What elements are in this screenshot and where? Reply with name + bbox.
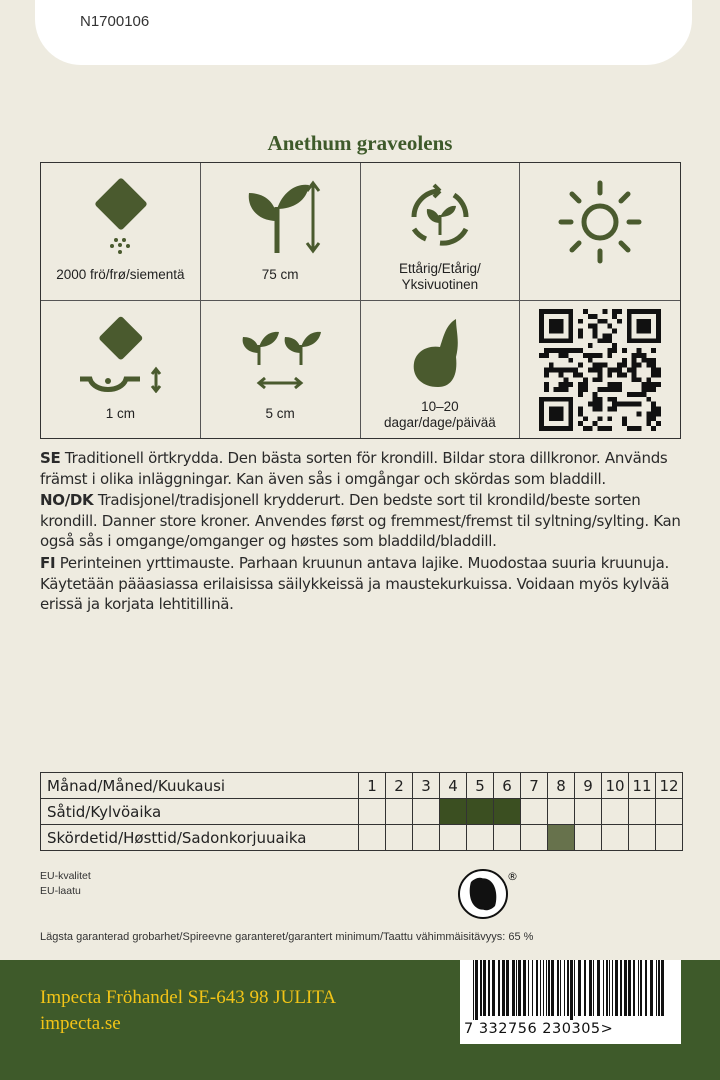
calendar-cell <box>440 825 467 851</box>
harvest-row-label: Skördetid/Høsttid/Sadonkorjuuaika <box>41 825 359 851</box>
calendar-cell <box>413 825 440 851</box>
company-address: Impecta Fröhandel SE-643 98 JULITA <box>40 987 337 1008</box>
top-tab-window <box>35 0 692 65</box>
calendar-header-row <box>41 773 683 799</box>
calendar-cell <box>467 799 494 825</box>
germination-icon <box>400 311 480 391</box>
calendar-cell <box>602 799 629 825</box>
lang-code-no-dk: NO/DK <box>40 491 94 510</box>
calendar-cell <box>656 825 683 851</box>
sun-cell <box>520 163 680 301</box>
height-cell <box>201 163 361 301</box>
germination-label-line1: 10–20 <box>421 398 459 414</box>
height-label: 75 cm <box>261 267 299 282</box>
calendar-cell <box>656 799 683 825</box>
seed-count-cell <box>41 163 201 301</box>
lifecycle-cell <box>361 163 521 301</box>
calendar-cell <box>386 825 413 851</box>
description-no-dk-text: Tradisjonel/tradisjonell krydderurt. Den bedste sort til krondild/beste sorten krondill. Danner store kroner. Anvendes først og fremmest/fremst til syltning/sylting. Kan også sås i omgange/omganger og høstes som bladdild/bladdill. <box>40 491 681 551</box>
description-se <box>40 448 685 489</box>
calendar-cell <box>548 799 575 825</box>
month-3: 3 <box>413 773 440 799</box>
plant-spacing-icon <box>235 323 325 393</box>
month-6: 6 <box>494 773 521 799</box>
annual-cycle-icon <box>400 177 480 257</box>
calendar-cell <box>575 825 602 851</box>
calendar-cell <box>440 799 467 825</box>
seed-packet-icon <box>80 178 160 258</box>
month-4: 4 <box>440 773 467 799</box>
green-dot-recycle-icon <box>457 866 521 922</box>
info-icon-grid <box>40 162 681 439</box>
spacing-label: 5 cm <box>265 405 295 421</box>
barcode-digits: 7 332756 230305 <box>464 1021 601 1037</box>
description-fi-text: Perinteinen yrttimauste. Parhaan kruunun antava lajike. Muodostaa suuria kruunuja. Käytetään pääasiassa erilaisissa säilykkeissä ja maustekurkuissa. Voidaan myös kylvää erissä ja korjata lehtitillinä. <box>40 553 670 614</box>
sowing-calendar-table <box>40 772 683 851</box>
qr-code-icon[interactable] <box>539 309 661 431</box>
sowing-depth-cell <box>41 301 201 439</box>
calendar-cell <box>575 799 602 825</box>
description-se-text: Traditionell örtkrydda. Den bästa sorten för krondill. Bildar stora dillkronor. Används främst i olika inläggningar. Kan även sås i omgångar och skördas som bladdill. <box>40 449 668 488</box>
month-10: 10 <box>602 773 629 799</box>
eu-quality <box>40 869 91 899</box>
calendar-cell <box>521 799 548 825</box>
calendar-cell <box>494 825 521 851</box>
month-8: 8 <box>548 773 575 799</box>
product-code: N1700106 <box>80 13 150 30</box>
description-fi <box>40 553 685 615</box>
month-11: 11 <box>629 773 656 799</box>
germination-guarantee: Lägsta garanterad grobarhet/Spireevne garanteret/garantert minimum/Taattu vähimmäisitävyys: 65 % <box>40 931 534 943</box>
plant-height-icon <box>235 177 325 257</box>
qr-cell <box>520 301 680 439</box>
eu-quality-fi: EU-laatu <box>40 885 81 897</box>
month-2: 2 <box>386 773 413 799</box>
calendar-cell <box>494 799 521 825</box>
lang-code-se: SE <box>40 449 61 467</box>
sowing-row-label: Såtid/Kylvöaika <box>41 799 359 825</box>
spacing-cell <box>201 301 361 439</box>
company-website[interactable]: impecta.se <box>40 1013 121 1034</box>
calendar-cell <box>359 825 386 851</box>
latin-name: Anethum graveolens <box>267 131 453 155</box>
calendar-cell <box>602 825 629 851</box>
barcode-number <box>464 1021 613 1037</box>
barcode <box>460 960 681 1044</box>
calendar-cell <box>413 799 440 825</box>
seed-count-label: 2000 frö/frø/siementä <box>56 267 185 282</box>
calendar-cell <box>359 799 386 825</box>
description-no-dk <box>40 490 685 552</box>
calendar-cell <box>467 825 494 851</box>
month-12: 12 <box>656 773 683 799</box>
barcode-arrow: > <box>600 1021 614 1037</box>
germination-cell <box>361 301 521 439</box>
month-7: 7 <box>521 773 548 799</box>
germination-label-line2: dagar/dage/päivää <box>383 414 496 430</box>
sowing-depth-icon <box>70 313 170 393</box>
sun-icon <box>555 177 645 267</box>
calendar-cell <box>548 825 575 851</box>
description-block <box>40 448 685 616</box>
month-9: 9 <box>575 773 602 799</box>
sowing-row <box>41 799 683 825</box>
lifecycle-label-line1: Ettårig/Etårig/ <box>398 261 481 276</box>
lifecycle-label-line2: Yksivuotinen <box>401 277 479 292</box>
barcode-bars <box>473 960 669 1020</box>
calendar-cell <box>629 799 656 825</box>
registered-mark: ® <box>507 870 518 883</box>
calendar-cell <box>629 825 656 851</box>
calendar-header-label: Månad/Måned/Kuukausi <box>41 773 359 799</box>
month-5: 5 <box>467 773 494 799</box>
company-info <box>40 985 336 1037</box>
sowing-depth-label: 1 cm <box>105 405 135 421</box>
calendar-cell <box>521 825 548 851</box>
lang-code-fi: FI <box>40 553 56 572</box>
month-1: 1 <box>359 773 386 799</box>
eu-quality-se: EU-kvalitet <box>40 870 91 882</box>
calendar-cell <box>386 799 413 825</box>
harvest-row <box>41 825 683 851</box>
